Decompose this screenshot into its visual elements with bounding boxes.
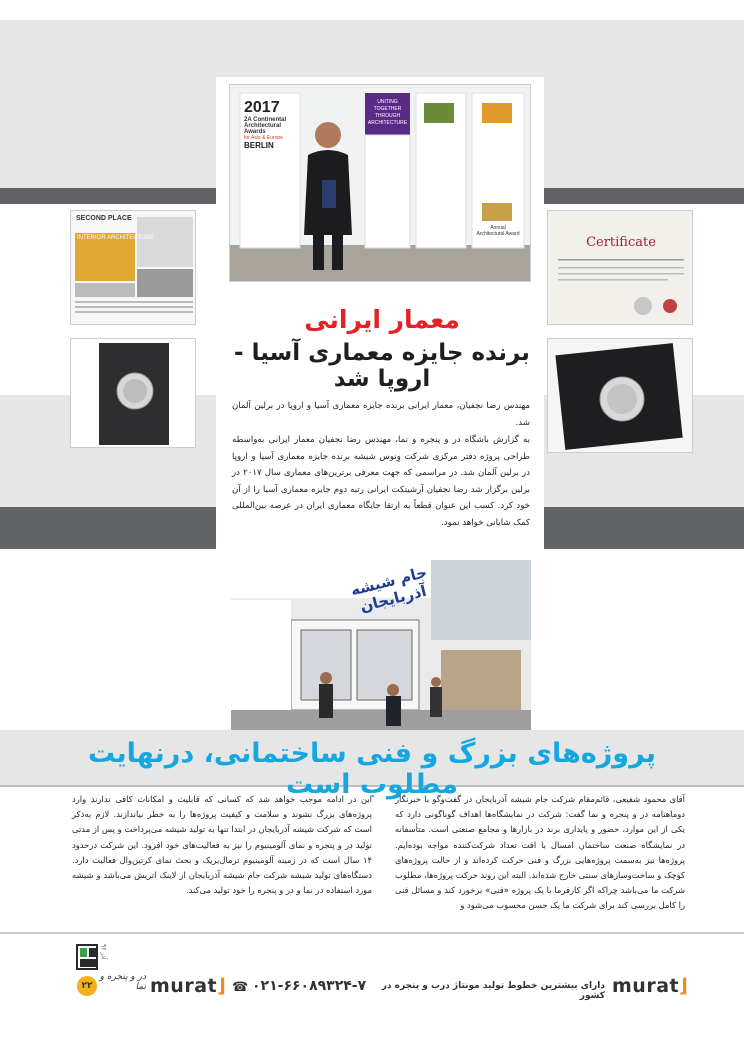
murat-logo-text: murat: [612, 975, 680, 997]
article2-title: پروژه‌های بزرگ و فنی ساختمانی، درنهایت مطلوب است: [87, 738, 657, 800]
footer-phone: ۰۲۱-۶۶۰۸۹۳۲۴-۷: [252, 978, 367, 994]
medal-right-photo: [547, 338, 693, 453]
murat-logo-text-left: murat: [150, 975, 218, 997]
murat-logo-right: [612, 975, 688, 997]
booth-sign: جام شیشه آذربایجان: [348, 563, 429, 616]
certificate-title: Certificate: [586, 235, 656, 250]
footer-divider: [0, 932, 744, 934]
second-place-plaque-photo: [70, 210, 196, 325]
murat-logo-left: [150, 975, 226, 997]
article1-title-line1: معمار ایرانی: [304, 305, 460, 334]
phone-icon: ☎: [232, 980, 249, 995]
magazine-icon: [76, 944, 98, 970]
banner-uniting: UNITING TOGETHER THROUGH ARCHITECTURE: [367, 99, 408, 126]
banner-line1: 2A Continental: [244, 117, 287, 123]
footer-tagline: دارای بیشترین خطوط تولید مونتاژ درب و پنجره در کشور: [381, 981, 605, 1001]
issue-label: آذر ۹۶: [100, 944, 107, 960]
award-ceremony-photo: [229, 84, 531, 282]
banner-city: BERLIN: [244, 141, 274, 150]
exhibition-booth-photo: [231, 560, 531, 730]
banner-year: 2017: [244, 99, 280, 116]
murat-logo-mark-left: ⌋: [217, 975, 227, 997]
page-number-badge: [77, 976, 97, 996]
plaque-category: INTERIOR ARCHITECTURE: [77, 235, 155, 241]
article1-title-line2: برنده جایزه معماری آسیا - اروپا شد: [234, 340, 530, 392]
article2-column-left: این در ادامه موجب خواهد شد که کسانی که قابلیت و امکانات کافی ندارند وارد پروژه‌های بزرگ نشوند و سلامت و کیفیت پروژه‌ها را به خطر نیاندازند. لازم به‌ذکر است که شرکت شیشه آذربایجان در ابتدا تنها به تولید شیشه می‌پرداخت و پس از مدتی تولید در و پنجره و نمای آلومینیوم را نیز به فعالیت‌های خود افزود. این شرکت درحدود ۱۴ سال است که در زمینه آلومینیوم ترمال‌بریک و بحث نمای کرتین‌وال فعالیت دارد. دستگاه‌های تولید شیشه شرکت جام شیشه آذربایجان از لاینک اتریش می‌باشد و شیشه مورد استفاده در نما و در و پنجره را خود تولید می‌کند.: [72, 794, 372, 896]
page-number: ۲۲: [81, 981, 93, 991]
murat-logo-mark: ⌋: [679, 975, 689, 997]
banner-award: Annual Architectural Award: [476, 225, 520, 237]
medal-left-photo: [70, 338, 196, 448]
banner-line4: for Asia & Europe: [244, 135, 283, 141]
magazine-name: در و پنجره و نما: [99, 972, 146, 992]
article1-paragraph1: مهندس رضا نجفیان، معمار ایرانی برنده جایزه معماری آسیا و اروپا در برلین آلمان شد.: [232, 401, 530, 428]
article1-paragraph2: به گزارش باشگاه در و پنجره و نما، مهندس رضا نجفیان معمار ایرانی به‌واسطه طراحی پروژه دفتر مرکزی شرکت وِنوس شیشه برنده جایزه معماری آسیا و اروپا در برلین آلمان شد. در مراسمی که جهت معرفی برترین‌های معماری سال ۲۰۱۷ در برلین برگزار شد رضا نجفیان آرشیتکت ایرانی رتبه دوم جایزه معماری آسیا را از آن خود کرد. کسب این عنوان قطعاً به ارتقا جایگاه معماری ایران در عرصه بین‌المللی کمک شایانی خواهد نمود.: [232, 435, 530, 528]
banner-line2: Architectural: [244, 123, 282, 129]
certificate-photo: [547, 210, 693, 325]
article2-column-right: آقای محمود شفیعی، قائم‌مقام شرکت جام شیشه آذربایجان در گفت‌وگو با خبرنگار دوماهنامه در و پنجره و نما گفت: شرکت در نمایشگاه‌ها اهداف گوناگونی دارد که یکی از این موارد، حضور و پایداری برند در بازارها و مجامع صنعتی است. متأسفانه در نمایشگاه صنعت ساختمان امسال با افت تعداد شرکت‌کننده مواجه بوده‌ایم. پروژه‌ها نیز به‌سمت پروژه‌هایی بزرگ و فنی حرکت کرده‌اند و از حالت پروژه‌های کوچک و ساخت‌وسازهای سنتی خارج شده‌اند. البته این روند حرکت پروژه‌ها، مطلوب شرکت ما می‌باشد چراکه اگر کارفرما با یک پروژه «فنی» برخورد کند و مسائل فنی را کامل بررسی کند برای شرکت ما یک حسن محسوب می‌شود و: [395, 794, 685, 911]
banner-line3: Awards: [244, 129, 266, 135]
plaque-place: SECOND PLACE: [76, 215, 132, 222]
